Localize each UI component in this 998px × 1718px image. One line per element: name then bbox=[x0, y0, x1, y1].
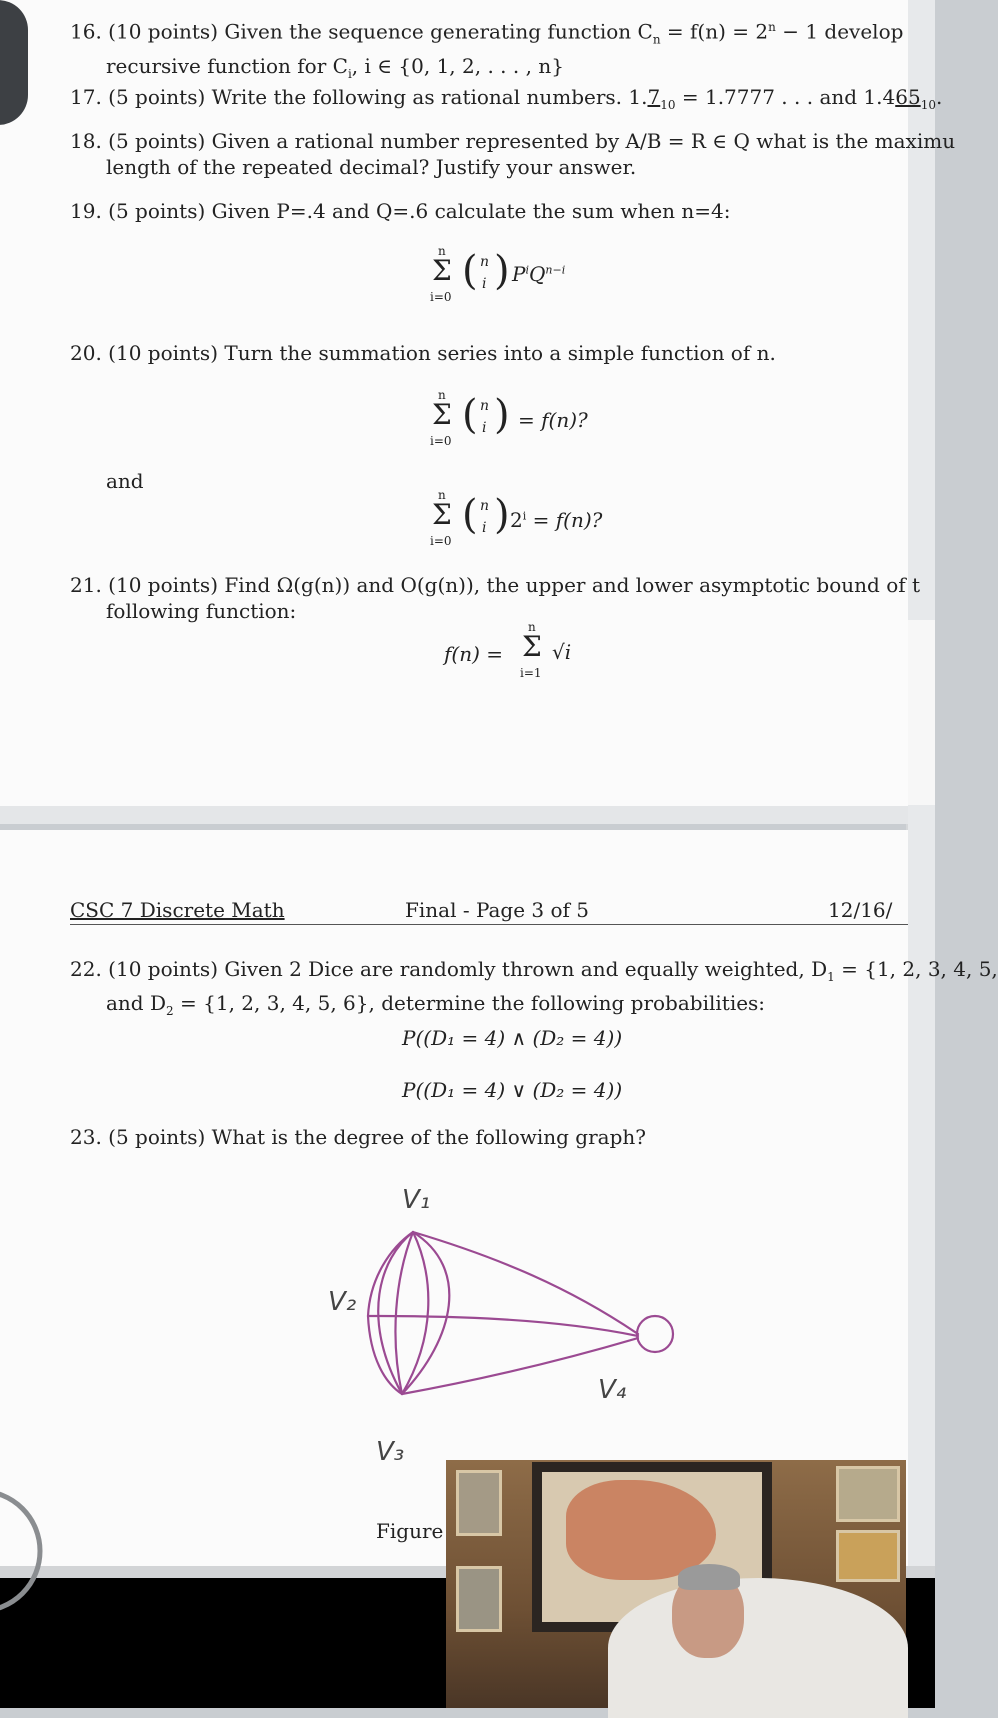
footer-page: Final - Page 3 of 5 bbox=[405, 898, 590, 922]
loop-v4 bbox=[637, 1316, 673, 1352]
q17-repeat-digit: 7 bbox=[647, 85, 661, 109]
question-17 bbox=[70, 84, 942, 118]
binom-paren-right: ) bbox=[494, 248, 510, 294]
sum2-top: n bbox=[438, 488, 446, 502]
q19-binom-bottom: i bbox=[482, 276, 487, 292]
footer-date: 12/16/ bbox=[828, 898, 893, 922]
binom-paren-right: ) bbox=[494, 392, 510, 438]
binom-bottom: i bbox=[482, 520, 487, 536]
question-23 bbox=[70, 1124, 646, 1150]
wall-picture-small bbox=[456, 1566, 502, 1632]
q19-binom-top: n bbox=[480, 254, 490, 270]
q20-term2 bbox=[510, 508, 602, 532]
q16-rest: − 1 develop bbox=[775, 19, 904, 44]
question-22 bbox=[70, 956, 998, 1024]
q16-text: 16. (10 points) Given the sequence generating function C bbox=[70, 19, 653, 44]
q22-prob-or: P((D₁ = 4) ∨ (D₂ = 4)) bbox=[402, 1078, 623, 1102]
q17-text: 17. (5 points) Write the following as rational numbers. 1. bbox=[70, 85, 648, 109]
sigma-symbol: Σ bbox=[522, 630, 542, 663]
q20-text: 20. (10 points) Turn the summation series into a simple function of n. bbox=[70, 341, 776, 365]
q18-line1: 18. (5 points) Given a rational number represented by A/B = R ∈ Q what is the maximu bbox=[70, 129, 956, 153]
footer-rule bbox=[70, 924, 908, 925]
q22-line2: and D bbox=[106, 991, 166, 1015]
sigma-symbol: Σ bbox=[432, 398, 452, 431]
figure-caption: Figure bbox=[376, 1519, 444, 1543]
wall-map-small bbox=[836, 1530, 900, 1582]
q22-sub1: 1 bbox=[827, 970, 835, 984]
wall-map-small bbox=[836, 1466, 900, 1522]
binom-paren-left: ( bbox=[462, 392, 478, 438]
binom-paren-right: ) bbox=[494, 492, 510, 538]
sigma-symbol: Σ bbox=[432, 498, 452, 531]
q20-two: 2 bbox=[510, 508, 523, 532]
q21-line2: following function: bbox=[106, 599, 297, 623]
q19-term bbox=[512, 262, 565, 286]
q16-sub-i: i bbox=[347, 66, 352, 81]
question-19 bbox=[70, 198, 731, 224]
q23-text: 23. (5 points) What is the degree of the following graph? bbox=[70, 1125, 646, 1149]
footer-course: CSC 7 Discrete Math bbox=[70, 898, 285, 922]
person-shirt bbox=[608, 1578, 908, 1718]
person-hair bbox=[678, 1564, 740, 1590]
binom-paren-left: ( bbox=[462, 492, 478, 538]
binom-bottom: i bbox=[482, 420, 487, 436]
q21-lhs: f(n) = bbox=[444, 642, 504, 666]
webcam-overlay[interactable] bbox=[446, 1460, 906, 1708]
q16-eq: = f(n) = 2 bbox=[660, 19, 769, 44]
q21-sum-bottom: i=1 bbox=[520, 666, 542, 680]
label-v1: V₁ bbox=[402, 1185, 431, 1215]
wall-picture-small bbox=[456, 1470, 502, 1536]
binom-paren-left: ( bbox=[462, 248, 478, 294]
label-v3: V₃ bbox=[376, 1437, 405, 1467]
q19-p-exp: i bbox=[525, 263, 529, 277]
q19-sum-bottom: i=0 bbox=[430, 290, 452, 304]
q19-text: 19. (5 points) Given P=.4 and Q=.6 calculate the sum when n=4: bbox=[70, 199, 731, 223]
question-16 bbox=[70, 14, 903, 87]
q16-sub: n bbox=[652, 32, 661, 47]
label-v4: V₄ bbox=[598, 1375, 627, 1405]
q20-and: and bbox=[106, 469, 144, 493]
q20-eq1: = f(n)? bbox=[518, 408, 588, 432]
document-page-upper bbox=[0, 0, 908, 810]
q17-base2: 10 bbox=[920, 98, 936, 112]
graph-sketch bbox=[250, 1168, 690, 1488]
q17-base1: 10 bbox=[660, 98, 676, 112]
q22-prob-and: P((D₁ = 4) ∧ (D₂ = 4)) bbox=[402, 1026, 623, 1050]
label-v2: V₂ bbox=[328, 1287, 357, 1317]
edge-v1-v3-inner-left bbox=[395, 1232, 413, 1394]
q20-two-exp: i bbox=[522, 509, 527, 523]
q19-q-exp: n−i bbox=[545, 263, 566, 277]
q19-p: P bbox=[512, 262, 526, 286]
q16-line2: recursive function for C bbox=[106, 53, 348, 78]
question-21 bbox=[70, 572, 920, 624]
q16-line2-rest: , i ∈ {0, 1, 2, . . . , n} bbox=[351, 53, 564, 78]
q19-sum-top: n bbox=[438, 244, 446, 258]
q22-sub2: 2 bbox=[166, 1004, 174, 1018]
binom-top: n bbox=[480, 498, 490, 514]
sum2-bottom: i=0 bbox=[430, 534, 452, 548]
page-separator bbox=[0, 806, 908, 824]
viewer-scroll-edge bbox=[906, 0, 935, 1708]
edge-v1-v3-outer-right bbox=[402, 1232, 449, 1394]
q21-term: √i bbox=[552, 640, 572, 664]
q18-line2: length of the repeated decimal? Justify your answer. bbox=[106, 155, 637, 179]
edge-v2-v1 bbox=[368, 1232, 413, 1316]
viewer-edge-highlight bbox=[908, 620, 935, 805]
q19-q: Q bbox=[529, 262, 546, 286]
q16-sup: n bbox=[768, 20, 776, 34]
question-18 bbox=[70, 128, 955, 180]
q22-line1-rest: = {1, 2, 3, 4, 5, bbox=[834, 957, 998, 981]
q22-line2-rest: = {1, 2, 3, 4, 5, 6}, determine the following probabilities: bbox=[173, 991, 766, 1015]
q17-end: . bbox=[935, 85, 943, 109]
question-20 bbox=[70, 340, 776, 366]
q17-repeat-digits: 65 bbox=[895, 85, 921, 109]
edge-v2-v4 bbox=[368, 1316, 638, 1336]
q20-sum1-top: n bbox=[438, 388, 446, 402]
sigma-symbol: Σ bbox=[432, 254, 452, 287]
q21-line1: 21. (10 points) Find Ω(g(n)) and O(g(n)), the upper and lower asymptotic bound of t bbox=[70, 573, 921, 597]
q22-line1: 22. (10 points) Given 2 Dice are randomly thrown and equally weighted, D bbox=[70, 957, 828, 981]
binom-top: n bbox=[480, 398, 490, 414]
q17-mid: = 1.7777 . . . and 1.4 bbox=[675, 85, 896, 109]
q20-eq2: = f(n)? bbox=[532, 508, 603, 532]
corner-ring bbox=[0, 1486, 70, 1616]
q21-sum-top: n bbox=[528, 620, 536, 634]
dark-overlay-blob bbox=[0, 0, 28, 125]
q20-sum1-bottom: i=0 bbox=[430, 434, 452, 448]
